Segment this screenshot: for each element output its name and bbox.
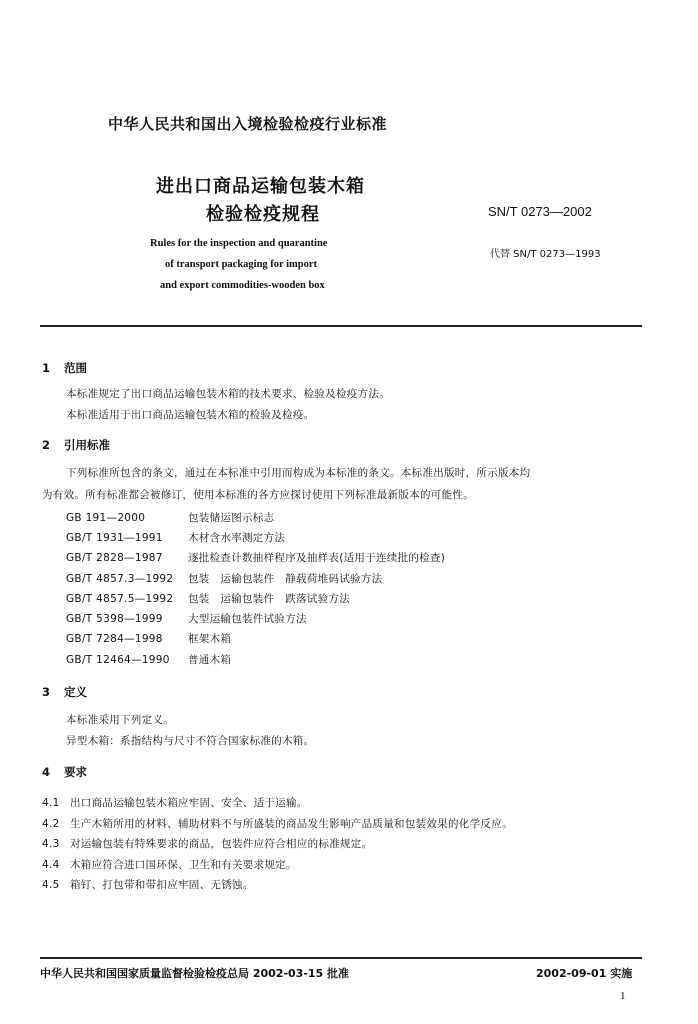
reference-name: 框架木箱	[188, 633, 232, 645]
reference-name: 普通木箱	[188, 654, 232, 666]
section-1-heading	[42, 360, 87, 376]
reference-item	[66, 611, 307, 626]
document-title-line1: 进出口商品运输包装木箱	[156, 176, 365, 197]
section-title: 范围	[64, 361, 87, 375]
footer-divider	[40, 957, 642, 959]
reference-item	[66, 530, 285, 545]
requirement-item	[42, 857, 297, 872]
approval-statement: 中华人民共和国国家质量监督检验检疫总局 2002-03-15 批准	[40, 967, 350, 980]
section-title: 引用标准	[64, 438, 110, 452]
document-title-line2: 检验检疫规程	[206, 204, 320, 225]
requirement-item	[42, 836, 372, 851]
definition-paragraph-1: 本标准采用下列定义。	[66, 714, 174, 726]
section-number: 4	[42, 765, 51, 779]
reference-name: 包装 运输包装件 静载荷堆码试验方法	[188, 573, 383, 585]
requirement-number: 4.5	[42, 879, 60, 891]
section-number: 2	[42, 438, 51, 452]
reference-code: GB/T 2828—1987	[66, 552, 163, 564]
reference-code: GB/T 4857.5—1992	[66, 593, 174, 605]
scope-paragraph-1: 本标准规定了出口商品运输包装木箱的技术要求、检验及检疫方法。	[66, 388, 390, 400]
requirement-number: 4.4	[42, 859, 60, 871]
reference-name: 木材含水率测定方法	[188, 532, 286, 544]
replaces-standard: 代替 SN/T 0273—1993	[490, 249, 601, 260]
section-number: 3	[42, 685, 51, 699]
reference-name: 逐批检查计数抽样程序及抽样表(适用于连续批的检查)	[188, 552, 446, 564]
section-2-heading	[42, 437, 110, 453]
reference-code: GB/T 5398—1999	[66, 613, 163, 625]
reference-code: GB 191—2000	[66, 512, 146, 524]
section-4-heading	[42, 764, 87, 780]
references-intro-line2: 为有效。所有标准都会被修订，使用本标准的各方应探讨使用下列标准最新版本的可能性。	[42, 489, 474, 501]
requirement-number: 4.2	[42, 818, 60, 830]
reference-name: 包装储运图示标志	[188, 512, 275, 524]
reference-name: 包装 运输包装件 跌落试验方法	[188, 593, 350, 605]
reference-code: GB/T 7284—1998	[66, 633, 163, 645]
reference-item	[66, 591, 350, 606]
section-3-heading	[42, 684, 87, 700]
references-intro-line1: 下列标准所包含的条文，通过在本标准中引用而构成为本标准的条文。本标准出版时，所示版本均	[66, 467, 531, 479]
implementation-date: 2002-09-01 实施	[536, 967, 633, 980]
reference-item	[66, 571, 382, 586]
requirement-text: 箱钉、打包带和带扣应牢固、无锈蚀。	[70, 879, 254, 891]
reference-code: GB/T 12464—1990	[66, 654, 170, 666]
requirement-item	[42, 816, 513, 831]
english-title-line2: of transport packaging for import	[165, 259, 318, 270]
issuing-authority: 中华人民共和国出入境检验检疫行业标准	[108, 115, 388, 133]
requirement-number: 4.1	[42, 797, 60, 809]
reference-code: GB/T 1931—1991	[66, 532, 163, 544]
requirement-text: 对运输包装有特殊要求的商品，包装件应符合相应的标准规定。	[70, 838, 373, 850]
requirement-item	[42, 795, 308, 810]
reference-code: GB/T 4857.3—1992	[66, 573, 174, 585]
scope-paragraph-2: 本标准适用于出口商品运输包装木箱的检验及检疫。	[66, 409, 315, 421]
section-title: 要求	[64, 765, 87, 779]
reference-name: 大型运输包装件试验方法	[188, 613, 307, 625]
english-title-line3: and export commodities-wooden box	[160, 280, 325, 291]
reference-item	[66, 550, 445, 565]
reference-item	[66, 652, 231, 667]
header-divider	[40, 325, 642, 327]
requirement-number: 4.3	[42, 838, 60, 850]
definition-paragraph-2: 异型木箱：系指结构与尺寸不符合国家标准的木箱。	[66, 735, 315, 747]
standard-code: SN/T 0273—2002	[488, 204, 592, 219]
requirement-text: 生产木箱所用的材料、辅助材料不与所盛装的商品发生影响产品质量和包装效果的化学反应。	[70, 818, 513, 830]
section-number: 1	[42, 361, 51, 375]
english-title-line1: Rules for the inspection and quarantine	[150, 238, 328, 249]
section-title: 定义	[64, 685, 87, 699]
reference-item	[66, 510, 274, 525]
page-number: 1	[620, 990, 626, 1002]
requirement-item	[42, 877, 254, 892]
requirement-text: 木箱应符合进口国环保、卫生和有关要求规定。	[70, 859, 297, 871]
requirement-text: 出口商品运输包装木箱应牢固、安全、适于运输。	[70, 797, 308, 809]
reference-item	[66, 631, 231, 646]
